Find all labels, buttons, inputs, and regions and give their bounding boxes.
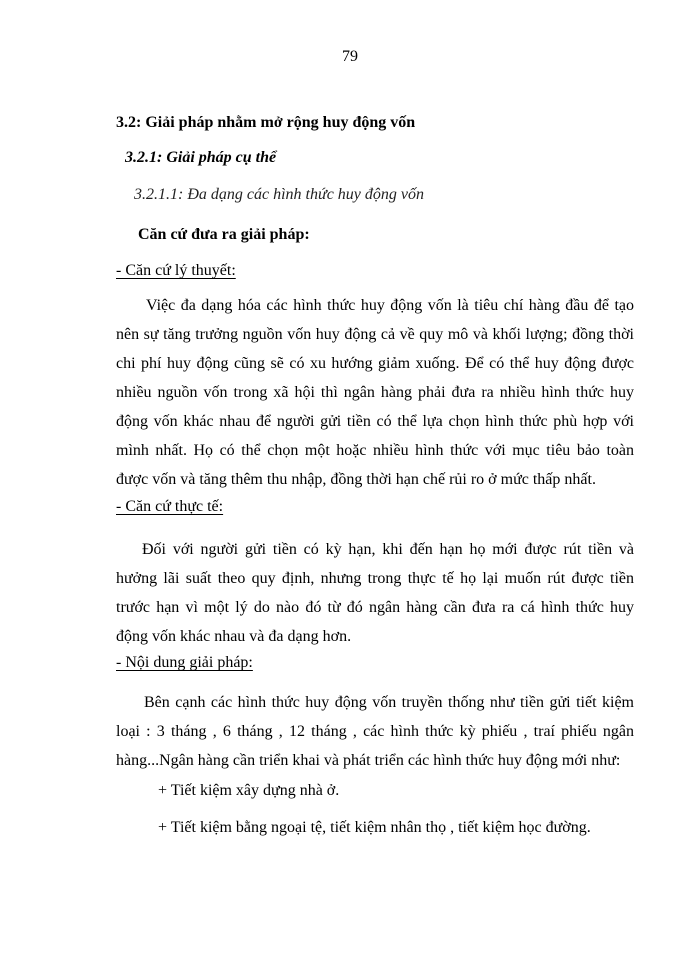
theory-paragraph <box>116 291 634 494</box>
bullet-item: + Tiết kiệm xây dựng nhà ở. <box>158 782 340 799</box>
paragraph-line: được vốn và tăng thêm thu nhập, đồng thời hạn chế rủi ro ở mức thấp nhất. <box>116 471 596 488</box>
theory-label: - Căn cứ lý thuyết: <box>116 262 236 279</box>
paragraph-line: trước hạn vì một lý do nào đó từ đó ngân hàng cần đưa ra cá hình thức huy <box>116 599 634 616</box>
paragraph-line: nên sự tăng trưởng nguồn vốn huy động cả về quy mô và khối lượng; đồng thời <box>116 326 634 343</box>
subsection-heading: 3.2.1: Giải pháp cụ thể <box>125 149 277 166</box>
paragraph-line: mình nhất. Họ có thể chọn một hoặc nhiều hình thức với mục tiêu bảo toàn <box>116 442 634 459</box>
practice-label: - Căn cứ thực tế: <box>116 498 224 515</box>
paragraph-line: Bên cạnh các hình thức huy động vốn truyền thống như tiền gửi tiết kiệm <box>144 694 634 711</box>
bullet-item: + Tiết kiệm bằng ngoại tệ, tiết kiệm nhân thọ , tiết kiệm học đường. <box>158 819 591 836</box>
content-paragraph <box>116 688 634 775</box>
paragraph-line: loại : 3 tháng , 6 tháng , 12 tháng , các hình thức kỳ phiếu , traí phiếu ngân <box>116 723 634 740</box>
basis-heading: Căn cứ đưa ra giải pháp: <box>138 226 310 243</box>
paragraph-line: chi phí huy động cũng sẽ có xu hướng giảm xuống. Để có thể huy động được <box>116 355 634 372</box>
paragraph-line: hàng...Ngân hàng cần triển khai và phát triển các hình thức huy động mới như: <box>116 752 621 769</box>
content-label: - Nội dung giải pháp: <box>116 654 253 671</box>
paragraph-line: Việc đa dạng hóa các hình thức huy động vốn là tiêu chí hàng đầu để tạo <box>146 297 634 314</box>
section-heading: 3.2: Giải pháp nhằm mở rộng huy động vốn <box>116 114 416 131</box>
paragraph-line: động vốn khác nhau và đa dạng hơn. <box>116 628 352 645</box>
paragraph-line: hưởng lãi suất theo quy định, nhưng trong thực tế họ lại muốn rút được tiền <box>116 570 634 587</box>
page-number: 79 <box>342 48 358 65</box>
practice-paragraph <box>116 535 634 651</box>
subsubsection-heading: 3.2.1.1: Đa dạng các hình thức huy động vốn <box>134 186 425 203</box>
paragraph-line: động vốn khác nhau để người gửi tiền có thể lựa chọn hình thức phù hợp với <box>116 413 634 430</box>
paragraph-line: Đối với người gửi tiền có kỳ hạn, khi đến hạn họ mới được rút tiền và <box>142 541 634 558</box>
paragraph-line: nhiều nguồn vốn trong xã hội thì ngân hàng phải đưa ra nhiều hình thức huy <box>116 384 634 401</box>
